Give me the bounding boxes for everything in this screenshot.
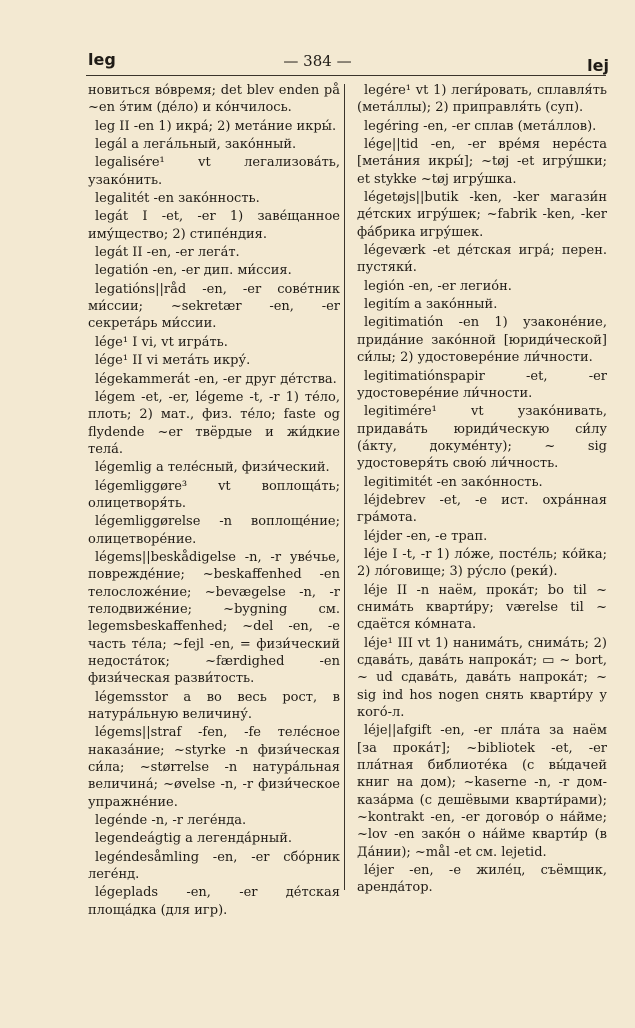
- dictionary-entry: leg II -en 1) икра́; 2) мета́ние икры́.: [95, 118, 337, 134]
- dictionary-entry: legitimatiónspapir -et, -er удостовере́ние ли́чности.: [357, 368, 607, 401]
- dictionary-entry: lége||tid -en, -er вре́мя нере́ста [мета́ния икры́]; ~tøj -et игру́шки; et stykke ~tøj игру́шка.: [357, 137, 607, 187]
- dictionary-entry: legére¹ vt 1) леги́ровать, сплавля́ть (мета́ллы); 2) приправля́ть (суп).: [357, 83, 607, 116]
- dictionary-entry: léje II -n наём, прока́т; bo til ~ снима́ть кварти́ру; værelse til ~ сдаётся ко́мната.: [357, 582, 607, 633]
- column-divider: [344, 84, 345, 890]
- left-running-headword: leg: [88, 50, 116, 69]
- right-running-headword: lej: [587, 56, 609, 75]
- dictionary-entry: legalisére¹ vt легализова́ть, узако́нить.: [88, 155, 340, 188]
- dictionary-entry: lége¹ II vi мета́ть икру́.: [95, 353, 251, 369]
- dictionary-entry: legitimitét -en зако́нность.: [364, 474, 543, 490]
- dictionary-entry: legitimére¹ vt узако́нивать, придава́ть юриди́ческую си́лу (а́кту, докуме́нту); ~ sig удостоверя́ть свою́ ли́чность.: [357, 404, 607, 472]
- dictionary-entry: legál a лега́льный, зако́нный.: [95, 137, 297, 153]
- dictionary-entry: legalitét -en зако́нность.: [95, 191, 260, 207]
- dictionary-entry: legénde -n, -r леге́нда.: [95, 813, 247, 829]
- dictionary-entry: legitimatión -en 1) узаконе́ние, прида́ние зако́нной [юриди́ческой] си́лы; 2) удостовере́ние ли́чности.: [357, 315, 607, 366]
- dictionary-entry: legéring -en, -er сплав (мета́ллов).: [364, 118, 597, 134]
- dictionary-entry: legitím a зако́нный.: [364, 297, 498, 313]
- dictionary-entry: légemliggøre³ vt воплоща́ть; олицетворя́ть.: [88, 478, 340, 511]
- dictionary-entry: léje¹ III vt 1) нанима́ть, снима́ть; 2) сдава́ть, дава́ть напрока́т; ▭ ~ bort, ~ ud сдава́ть, дава́ть напрока́т; ~ sig ind hos nogen снять кварти́ру у кого́-л.: [357, 635, 607, 721]
- dictionary-entry: léjdebrev -et, -e ист. охра́нная гра́мота.: [357, 492, 607, 526]
- page-header: [0, 0, 635, 80]
- dictionary-entry: lége¹ I vi, vt игра́ть.: [95, 334, 228, 350]
- dictionary-entry: léje I -t, -r 1) ло́же, посте́ль; ко́йка; 2) ло́говище; 3) ру́сло (реки́).: [357, 546, 607, 580]
- dictionary-entry: legión -en, -er легио́н.: [364, 278, 512, 294]
- dictionary-entry: léje||afgift -en, -er пла́та за наём [за прока́т]; ~bibliotek -et, -er пла́тная библиоте́ка (с вы́дачей книг на дом); ~kaserne -n, -r дом-каза́рма (с дешёвыми кварти́рами); ~kontrakt -en, -er догово́р о на́йме; ~lov -en зако́н о на́йме кварти́р (в Да́нии); ~mål -et см. lejetid.: [357, 723, 607, 860]
- dictionary-entry: legatión -en, -er дип. ми́ссия.: [95, 263, 292, 279]
- left-column: [88, 82, 340, 920]
- dictionary-entry: legát II -en, -er лега́т.: [95, 245, 240, 261]
- dictionary-entry: новиться во́время; det blev enden på ~en э́тим (де́ло) и ко́нчилось.: [88, 83, 340, 116]
- dictionary-entry: legát I -et, -er 1) заве́щанное иму́щество; 2) стипе́ндия.: [88, 209, 340, 242]
- dictionary-entry: legendeágtig a легенда́рный.: [95, 831, 293, 847]
- dictionary-entry: léjer -en, -e жиле́ц, съёмщик, аренда́тор.: [357, 863, 607, 896]
- dictionary-entry: légems||straf -fen, -fe теле́сное наказа́ние; ~styrke -n физи́ческая си́ла; ~størrelse -n натура́льная величина́; ~øvelse -n, -r физи́ческое упражне́ние.: [88, 725, 340, 810]
- dictionary-entry: légemsstor a во весь рост, в натура́льную величину́.: [88, 689, 340, 723]
- dictionary-entry: légeplads -en, -er де́тская площа́дка (для игр).: [88, 885, 340, 918]
- dictionary-entry: legéndesåmling -en, -er сбо́рник леге́нд.: [88, 849, 340, 883]
- right-column: [357, 82, 607, 898]
- dictionary-entry: légemliggørelse -n воплоще́ние; олицетворе́ние.: [88, 514, 340, 547]
- header-rule: [86, 75, 606, 76]
- dictionary-entry: légetøjs||butik -ken, -ker магази́н де́тских игру́шек; ~fabrik -ken, -ker фа́брика игру́шек.: [357, 190, 607, 240]
- dictionary-entry: léjder -en, -e трап.: [364, 528, 488, 544]
- dictionary-entry: legatións||råd -en, -er сове́тник ми́ссии; ~sekretær -en, -er секрета́рь ми́ссии.: [88, 281, 340, 332]
- dictionary-entry: légeværk -et де́тская игра́; перен. пустяки́.: [357, 243, 607, 276]
- dictionary-entry: légemlig a теле́сный, физи́ческий.: [95, 460, 330, 476]
- dictionary-entry: légem -et, -er, légeme -t, -r 1) те́ло, плоть; 2) мат., физ. те́ло; faste og flydende ~er твёрдые и жи́дкие тела́.: [88, 389, 340, 457]
- dictionary-entry: légems||beskådigelse -n, -r уве́чье, поврежде́ние; ~beskaffenhed -en телосложе́ние; ~bevægelse -n, -r телодвиже́ние; ~bygning см. legemsbeskaffenhed; ~del -en, -e часть те́ла; ~fejl -en, = физи́ческий недоста́ток; ~færdighed -en физи́ческая разви́тость.: [88, 549, 340, 687]
- dictionary-entry: légekammerát -en, -er друг де́тства.: [95, 371, 337, 387]
- page-number: — 384 —: [283, 52, 352, 70]
